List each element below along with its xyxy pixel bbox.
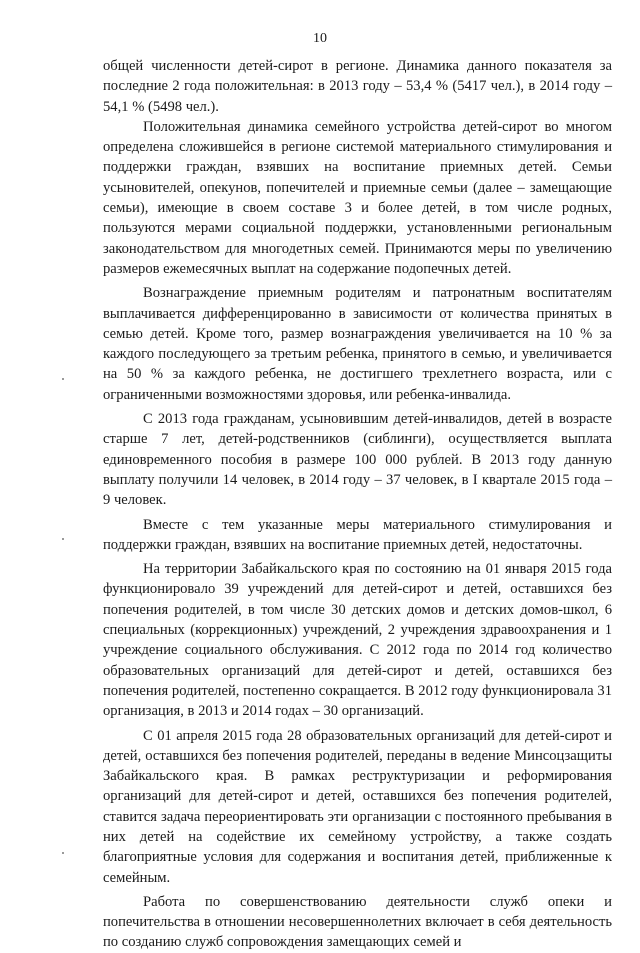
paragraph-2: Положительная динамика семейного устройства детей-сирот во многом определена сложившейся в регионе системой материального стимулирования и поддержки граждан, взявших на воспитание приемных детей. Семьи усыновителей, опекунов, попечителей и приемные семьи (далее – замещающие семьи), имеющие в своем составе 3 и более детей, в том числе родных, пользуются мерами социальной поддержки, установленными региональным законодательством для многодетных семей. Принимаются меры по увеличению размеров ежемесячных выплат на содержание подопечных детей. xyxy=(103,118,612,277)
margin-mark xyxy=(62,538,64,540)
margin-mark xyxy=(62,852,64,854)
paragraph-5: Вместе с тем указанные меры материального стимулирования и поддержки граждан, взявших на воспитание приемных детей, недостаточны. xyxy=(103,516,612,553)
page-number: 10 xyxy=(313,31,327,46)
document-body xyxy=(103,56,612,953)
margin-mark xyxy=(62,378,64,380)
paragraph-1: общей численности детей-сирот в регионе. Динамика данного показателя за последние 2 года положительная: в 2013 году – 53,4 % (5417 чел.), в 2014 году – 54,1 % (5498 чел.). xyxy=(103,58,612,115)
paragraph-4: С 2013 года гражданам, усыновившим детей-инвалидов, детей в возрасте старше 7 лет, детей-родственников (сиблинги), осуществляется выплата единовременного пособия в размере 100 000 рублей. В 2013 году данную выплату получили 14 человек, в 2014 году – 37 человек, в I квартале 2015 года – 9 человек. xyxy=(103,411,612,509)
paragraph-6: На территории Забайкальского края по состоянию на 01 января 2015 года функционировало 39 учреждений для детей-сирот и детей, оставшихся без попечения родителей, в том числе 30 детских домов и детских домов-школ, 6 специальных (коррекционных) учреждений, 2 учреждения здравоохранения и 1 учреждение социального обслуживания. С 2012 года по 2014 год количество образовательных организаций для детей-сирот и детей, оставшихся без попечения родителей, постепенно сокращается. В 2012 году функционировала 31 организация, в 2013 и 2014 годах – 30 организаций. xyxy=(103,561,612,720)
paragraph-8: Работа по совершенствованию деятельности служб опеки и попечительства в отношении несовершеннолетних включает в себя деятельность по созданию служб сопровождения замещающих семей и xyxy=(103,893,612,951)
paragraph-7: С 01 апреля 2015 года 28 образовательных организаций для детей-сирот и детей, оставшихся без попечения родителей, переданы в ведение Минсоцзащиты Забайкальского края. В рамках реструктуризации и реформирования организаций для детей-сирот и детей, оставшихся без попечения родителей, ставится задача переориентировать эти организации с постоянного пребывания в них детей на содействие их семейному устройству, а также создать благоприятные условия для содержания и воспитания детей, приближенные к семейным. xyxy=(103,727,612,886)
paragraph-3: Вознаграждение приемным родителям и патронатным воспитателям выплачивается дифференцированно в зависимости от количества принятых в семью детей. Кроме того, размер вознаграждения увеличивается на 10 % за каждого последующего за третьим ребенка, принятого в семью, и увеличивается на 50 % за каждого ребенка, не достигшего трехлетнего возраста, или с ограниченными возможностями здоровья, или ребенка-инвалида. xyxy=(103,285,612,403)
